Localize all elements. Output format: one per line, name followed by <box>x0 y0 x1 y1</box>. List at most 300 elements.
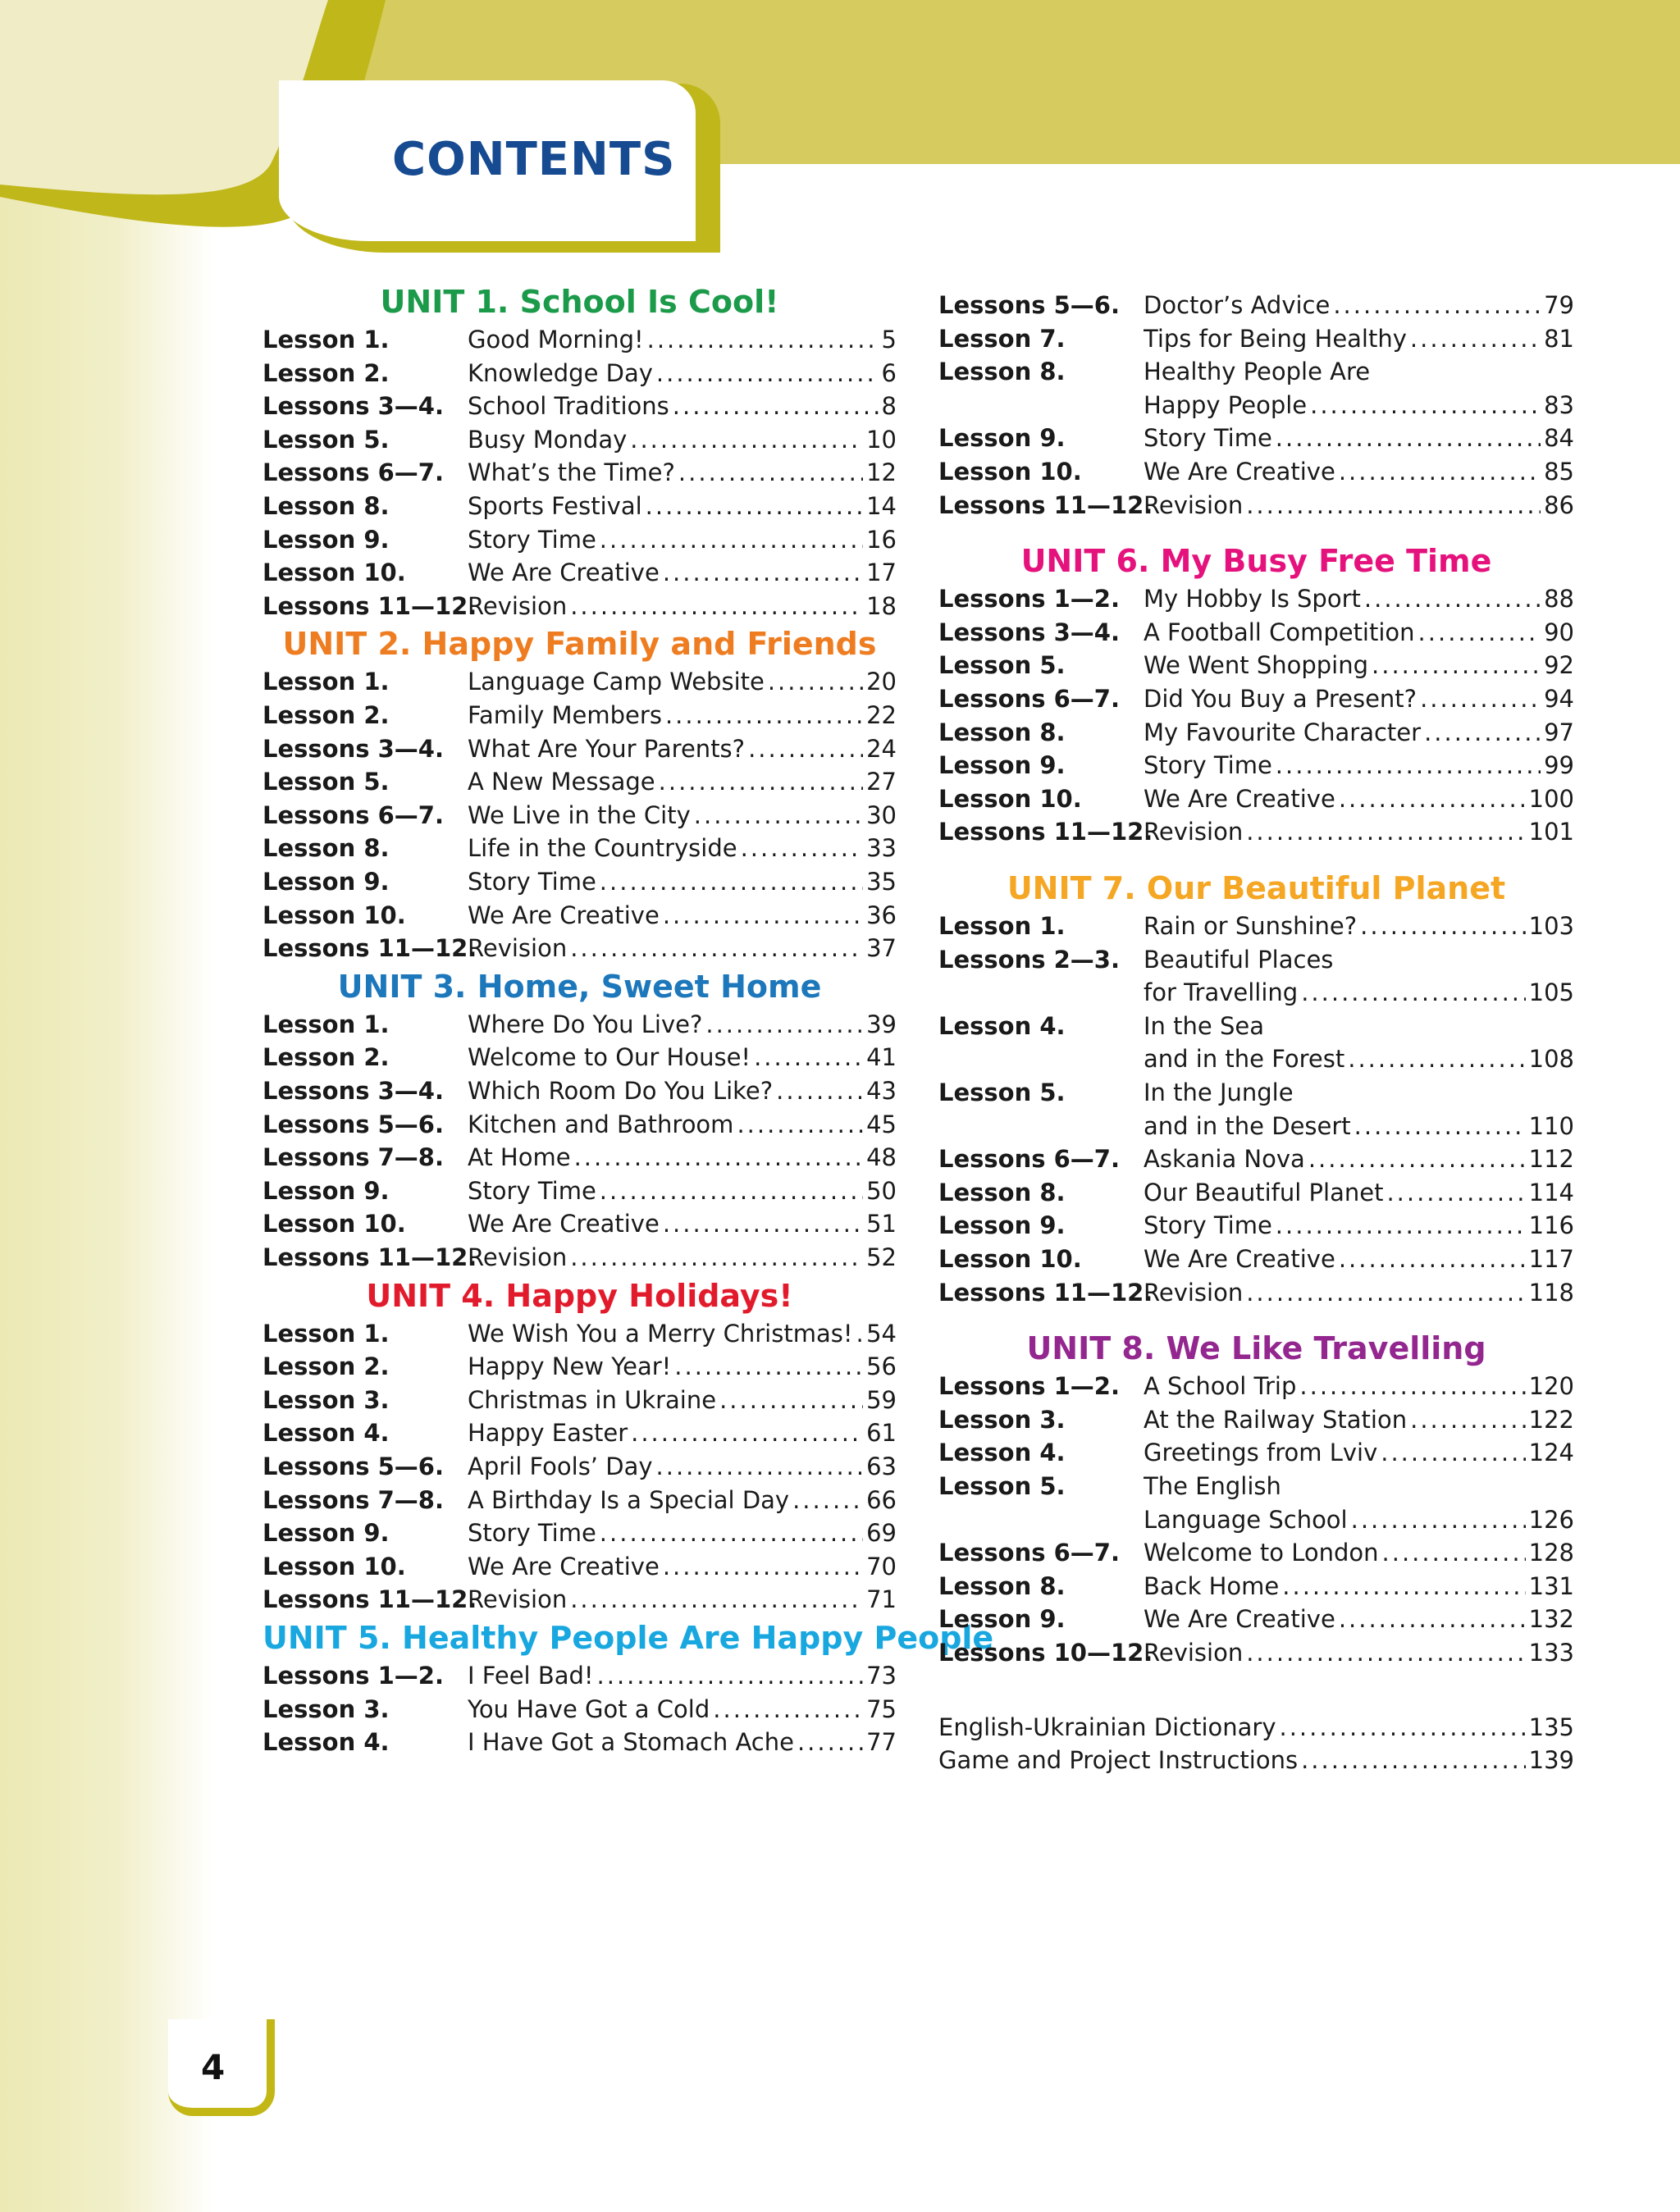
page-number-ref: 63 <box>866 1453 897 1480</box>
dot-leader <box>600 523 863 556</box>
dot-leader <box>694 799 863 832</box>
lesson-entry <box>1144 616 1574 649</box>
lesson-label: Lesson 5. <box>938 1079 1066 1106</box>
lesson-row[interactable] <box>262 1550 897 1583</box>
lesson-row[interactable] <box>938 322 1574 355</box>
lesson-row[interactable] <box>262 1008 897 1041</box>
dot-leader <box>647 323 879 356</box>
lesson-row[interactable] <box>262 1659 897 1692</box>
lesson-row[interactable] <box>262 357 897 390</box>
lesson-row[interactable] <box>262 1174 897 1207</box>
lesson-row[interactable] <box>262 590 897 623</box>
page-number-ref: 110 <box>1528 1111 1574 1140</box>
page-number-ref: 16 <box>866 525 897 554</box>
lesson-row[interactable] <box>262 1241 897 1274</box>
lesson-title: We Are Creative <box>468 901 660 929</box>
page-number-ref: 37 <box>866 934 897 963</box>
lesson-label: Lesson 10. <box>938 1245 1082 1273</box>
lesson-title: Our Beautiful Planet <box>1144 1178 1384 1206</box>
lesson-entry <box>468 1241 897 1274</box>
lesson-title: Welcome to London <box>1144 1539 1379 1567</box>
lesson-row[interactable] <box>938 1503 1574 1536</box>
page-number-ref: 103 <box>1528 912 1574 940</box>
page-number-ref: 30 <box>866 800 897 829</box>
lesson-entry <box>1144 1436 1574 1469</box>
lesson-row[interactable] <box>938 389 1574 422</box>
page-number-ref: 56 <box>866 1352 897 1381</box>
page-number-ref: 100 <box>1528 784 1574 813</box>
lesson-entry <box>1144 455 1574 488</box>
lesson-label: Lesson 8. <box>262 834 390 863</box>
page-number-ref: 39 <box>866 1010 897 1038</box>
lesson-title: Beautiful Places <box>1144 945 1334 974</box>
dot-leader <box>1364 582 1541 615</box>
lesson-title: Sports Festival <box>468 492 642 520</box>
lesson-row[interactable] <box>938 582 1574 615</box>
lesson-row[interactable] <box>938 1243 1574 1275</box>
appendix-row[interactable] <box>938 1711 1574 1744</box>
lesson-entry <box>1144 1243 1574 1275</box>
lesson-row[interactable] <box>938 943 1574 976</box>
page-number-ref: 75 <box>866 1694 897 1723</box>
dot-leader <box>1246 1636 1525 1669</box>
lesson-label: Lessons 11—12. <box>262 1243 477 1271</box>
lesson-entry <box>468 1550 897 1583</box>
dot-leader <box>656 1450 864 1483</box>
dot-leader <box>1282 1570 1525 1603</box>
lesson-entry <box>1144 716 1574 749</box>
lesson-row[interactable] <box>262 1583 897 1616</box>
page-number-ref: 71 <box>866 1585 897 1614</box>
page-number-ref: 48 <box>866 1143 897 1172</box>
lesson-label: Lesson 8. <box>938 718 1066 746</box>
lesson-entry <box>1144 1176 1574 1209</box>
lesson-row[interactable] <box>938 1403 1574 1436</box>
lesson-label: Lesson 9. <box>262 1176 390 1205</box>
lesson-row[interactable] <box>262 390 897 422</box>
lesson-label: Lessons 11—12. <box>938 1278 1153 1307</box>
dot-leader <box>1339 455 1541 488</box>
dot-leader <box>768 665 863 698</box>
dot-leader <box>1381 1436 1525 1469</box>
page-number-ref: 54 <box>866 1319 897 1348</box>
lesson-entry <box>468 799 897 832</box>
lesson-title: Revision <box>468 934 568 963</box>
lesson-entry <box>1144 976 1574 1009</box>
lesson-label: Lessons 5—6. <box>262 1453 444 1480</box>
page-number-ref: 92 <box>1544 651 1574 680</box>
lesson-row[interactable] <box>938 976 1574 1009</box>
lesson-entry <box>1144 322 1574 355</box>
lesson-title: We Are Creative <box>1144 458 1335 486</box>
dot-leader <box>713 1693 863 1726</box>
lesson-row[interactable] <box>938 1536 1574 1569</box>
page-number-ref: 99 <box>1544 751 1574 780</box>
lesson-title: Revision <box>1144 818 1244 846</box>
lesson-row[interactable] <box>938 355 1574 388</box>
lesson-row[interactable] <box>262 1450 897 1483</box>
lesson-row[interactable] <box>938 1436 1574 1469</box>
lesson-row[interactable] <box>262 1108 897 1141</box>
dot-leader <box>1386 1176 1525 1209</box>
dot-leader <box>1348 1042 1525 1075</box>
page-number-ref: 133 <box>1528 1639 1574 1667</box>
dot-leader <box>663 556 863 589</box>
dot-leader <box>600 1516 863 1549</box>
lesson-row[interactable] <box>938 455 1574 488</box>
page-number-ref: 90 <box>1544 618 1574 646</box>
lesson-entry <box>1144 1503 1574 1536</box>
dot-leader <box>665 699 863 732</box>
lesson-entry <box>1144 749 1574 782</box>
lesson-label: Lessons 5—6. <box>262 1110 444 1138</box>
lesson-entry <box>468 423 897 456</box>
dot-leader <box>663 1207 863 1240</box>
lesson-entry <box>1144 1603 1574 1635</box>
dot-leader <box>1420 682 1541 715</box>
dot-leader <box>674 1350 863 1383</box>
lesson-label: Lesson 9. <box>938 751 1066 780</box>
dot-leader <box>1410 1403 1526 1436</box>
lesson-entry <box>468 732 897 765</box>
lesson-label: Lesson 4. <box>938 1439 1066 1467</box>
lesson-row[interactable] <box>938 1370 1574 1402</box>
page-number-ref: 85 <box>1544 458 1574 486</box>
page-number-ref: 116 <box>1528 1211 1574 1240</box>
lesson-title: Revision <box>1144 1639 1244 1667</box>
page-number-ref: 105 <box>1528 978 1574 1007</box>
lesson-row[interactable] <box>938 1010 1574 1042</box>
lesson-title: Story Time <box>468 525 596 554</box>
lesson-row[interactable] <box>262 1041 897 1074</box>
dot-leader <box>856 1317 863 1350</box>
lesson-row[interactable] <box>938 1142 1574 1175</box>
lesson-entry <box>468 1207 897 1240</box>
page-number-ref: 20 <box>866 668 897 696</box>
lesson-row[interactable] <box>262 1384 897 1416</box>
lesson-label: Lessons 10—12. <box>938 1639 1153 1667</box>
lesson-row[interactable] <box>262 490 897 522</box>
lesson-title: You Have Got a Cold <box>468 1694 710 1723</box>
lesson-title: Story Time <box>468 1176 596 1205</box>
lesson-entry <box>1144 1470 1574 1503</box>
lesson-entry <box>468 899 897 932</box>
lesson-entry <box>468 1074 897 1107</box>
lesson-row[interactable] <box>262 556 897 589</box>
page-number-ref: 17 <box>866 559 897 587</box>
lesson-entry <box>468 456 897 489</box>
lesson-title: Knowledge Day <box>468 358 653 387</box>
lesson-title: At the Railway Station <box>1144 1405 1408 1434</box>
page-number-ref: 43 <box>866 1077 897 1105</box>
lesson-label: Lesson 4. <box>262 1728 390 1757</box>
lesson-label: Lesson 1. <box>262 1319 390 1348</box>
lesson-label: Lessons 7—8. <box>262 1143 444 1172</box>
lesson-row[interactable] <box>262 665 897 698</box>
lesson-label: Lessons 6—7. <box>938 1539 1120 1567</box>
dot-leader <box>1372 649 1541 682</box>
lesson-title: I Have Got a Stomach Ache <box>468 1728 794 1757</box>
lesson-entry <box>468 865 897 898</box>
lesson-row[interactable] <box>262 1416 897 1449</box>
lesson-title: April Fools’ Day <box>468 1453 653 1480</box>
lesson-title: Christmas in Ukraine <box>468 1385 717 1414</box>
lesson-entry <box>468 323 897 356</box>
unit-heading: UNIT 6. My Busy Free Time <box>1020 543 1492 580</box>
page-number-ref: 126 <box>1528 1505 1574 1534</box>
lesson-row[interactable] <box>938 1176 1574 1209</box>
lesson-row[interactable] <box>938 815 1574 848</box>
lesson-entry <box>1144 1010 1574 1042</box>
lesson-title: My Favourite Character <box>1144 718 1422 746</box>
lesson-label: Lesson 2. <box>262 1352 390 1381</box>
lesson-row[interactable] <box>938 1603 1574 1635</box>
lesson-label: Lessons 3—4. <box>262 392 444 421</box>
lesson-row[interactable] <box>262 765 897 798</box>
lesson-row[interactable] <box>938 716 1574 749</box>
lesson-entry <box>1144 1403 1574 1436</box>
lesson-label: Lesson 9. <box>938 1211 1066 1240</box>
lesson-label: Lessons 6—7. <box>938 1145 1120 1174</box>
lesson-label: Lesson 9. <box>262 1519 390 1548</box>
page-number-ref: 8 <box>881 392 897 421</box>
lesson-entry <box>468 932 897 965</box>
lesson-row[interactable] <box>262 865 897 898</box>
page-number-ref: 73 <box>866 1662 897 1690</box>
page-number-ref: 83 <box>1544 390 1574 419</box>
lesson-title: What’s the Time? <box>468 458 675 487</box>
lesson-title: School Traditions <box>468 392 669 421</box>
unit-heading: UNIT 4. Happy Holidays! <box>366 1277 793 1314</box>
lesson-row[interactable] <box>262 699 897 732</box>
lesson-title: In the Sea <box>1144 1011 1264 1040</box>
lesson-row[interactable] <box>262 732 897 765</box>
lesson-entry <box>1144 1142 1574 1175</box>
page-number-ref: 94 <box>1544 685 1574 713</box>
lesson-title: In the Jungle <box>1144 1079 1294 1106</box>
dot-leader <box>1276 749 1541 782</box>
lesson-row[interactable] <box>938 1570 1574 1603</box>
lesson-label: Lesson 5. <box>938 651 1066 680</box>
lesson-label: Lessons 7—8. <box>262 1485 444 1514</box>
lesson-label: Lesson 3. <box>938 1405 1066 1434</box>
lesson-title: Story Time <box>468 868 596 896</box>
lesson-label: Lesson 1. <box>262 668 390 696</box>
lesson-label: Lessons 3—4. <box>938 618 1120 646</box>
lesson-row[interactable] <box>262 1516 897 1549</box>
lesson-entry <box>1144 682 1574 715</box>
page-number-ref: 27 <box>866 768 897 796</box>
lesson-entry <box>1144 1636 1574 1669</box>
page-number: 4 <box>201 2047 226 2087</box>
lesson-title: Revision <box>1144 490 1244 519</box>
lesson-row[interactable] <box>262 1317 897 1350</box>
page-number-ref: 97 <box>1544 718 1574 746</box>
dot-leader <box>1410 322 1541 355</box>
lesson-entry <box>468 699 897 732</box>
dot-leader <box>737 1108 863 1141</box>
appendix-row[interactable] <box>938 1744 1574 1776</box>
lesson-label: Lessons 11—12. <box>262 591 477 620</box>
lesson-label: Lesson 3. <box>262 1694 390 1723</box>
lesson-row[interactable] <box>262 832 897 864</box>
dot-leader <box>797 1726 863 1758</box>
lesson-label: Lesson 2. <box>262 1043 390 1072</box>
lesson-entry <box>468 590 897 623</box>
lesson-row[interactable] <box>938 682 1574 715</box>
lesson-entry <box>1144 815 1574 848</box>
dot-leader <box>1418 616 1541 649</box>
lesson-row[interactable] <box>938 1042 1574 1075</box>
dot-leader <box>1310 389 1541 422</box>
lesson-entry <box>1144 1570 1574 1603</box>
lesson-label: Lessons 6—7. <box>262 800 444 829</box>
lesson-row[interactable] <box>262 1141 897 1174</box>
lesson-row[interactable] <box>938 1110 1574 1142</box>
lesson-row[interactable] <box>938 1076 1574 1109</box>
lesson-row[interactable] <box>938 616 1574 649</box>
lesson-entry <box>1144 943 1574 976</box>
appendix-entry <box>938 1744 1574 1776</box>
lesson-title: Did You Buy a Present? <box>1144 685 1418 713</box>
lesson-row[interactable] <box>262 423 897 456</box>
appendix-entry <box>938 1711 1574 1744</box>
lesson-row[interactable] <box>262 1726 897 1758</box>
lesson-row[interactable] <box>938 489 1574 522</box>
page-number-ref: 52 <box>866 1243 897 1271</box>
lesson-entry <box>1144 489 1574 522</box>
lesson-row[interactable] <box>262 323 897 356</box>
lesson-row[interactable] <box>938 1209 1574 1242</box>
lesson-title: The English <box>1144 1472 1281 1500</box>
lesson-title: Which Room Do You Like? <box>468 1077 774 1105</box>
lesson-row[interactable] <box>938 422 1574 454</box>
lesson-entry <box>468 1693 897 1726</box>
lesson-title: Kitchen and Bathroom <box>468 1110 734 1138</box>
lesson-row[interactable] <box>262 1074 897 1107</box>
lesson-entry <box>468 1484 897 1516</box>
page-number-ref: 50 <box>866 1176 897 1205</box>
page-number-ref: 120 <box>1528 1372 1574 1401</box>
lesson-entry <box>468 1659 897 1692</box>
lesson-title: We Are Creative <box>1144 1605 1335 1634</box>
lesson-label: Lesson 5. <box>262 768 390 796</box>
lesson-title: Life in the Countryside <box>468 834 737 863</box>
lesson-label: Lessons 6—7. <box>938 685 1120 713</box>
dot-leader <box>600 1174 863 1207</box>
page-title: CONTENTS <box>392 133 676 186</box>
lesson-row[interactable] <box>938 1636 1574 1669</box>
lesson-label: Lesson 2. <box>262 358 390 387</box>
lesson-entry <box>468 1384 897 1416</box>
dot-leader <box>631 1416 863 1449</box>
page-number-ref: 5 <box>881 326 897 353</box>
lesson-title: Story Time <box>1144 424 1272 453</box>
lesson-entry <box>468 1583 897 1616</box>
lesson-row[interactable] <box>262 1207 897 1240</box>
lesson-entry <box>1144 389 1574 422</box>
lesson-entry <box>1144 910 1574 942</box>
page-number-ref: 66 <box>866 1485 897 1514</box>
dot-leader <box>1246 815 1525 848</box>
lesson-title: We Are Creative <box>468 1552 660 1580</box>
dot-leader <box>646 490 863 522</box>
page-number-ref: 81 <box>1544 324 1574 353</box>
page-number-ref: 70 <box>866 1552 897 1580</box>
lesson-label: Lesson 1. <box>262 1010 390 1038</box>
lesson-row[interactable] <box>262 799 897 832</box>
lesson-row[interactable] <box>262 523 897 556</box>
lesson-entry <box>468 523 897 556</box>
lesson-entry <box>1144 1536 1574 1569</box>
dot-leader <box>1424 716 1541 749</box>
lesson-title: Happy Easter <box>468 1419 628 1448</box>
lesson-row[interactable] <box>938 782 1574 815</box>
lesson-title: At Home <box>468 1143 571 1172</box>
unit-heading: UNIT 3. Home, Sweet Home <box>337 968 822 1005</box>
lesson-row[interactable] <box>262 1350 897 1383</box>
page-number-ref: 35 <box>866 868 897 896</box>
page-number-ref: 22 <box>866 701 897 729</box>
lesson-label: Lesson 10. <box>938 784 1082 813</box>
lesson-row[interactable] <box>938 1276 1574 1309</box>
lesson-title: Revision <box>468 591 568 620</box>
lesson-entry <box>468 1008 897 1041</box>
lesson-label: Lessons 11—12. <box>938 818 1153 846</box>
lesson-title: What Are Your Parents? <box>468 734 746 763</box>
dot-leader <box>630 423 863 456</box>
lesson-entry <box>1144 1110 1574 1142</box>
dot-leader <box>748 732 863 765</box>
lesson-row[interactable] <box>262 899 897 932</box>
lesson-row[interactable] <box>262 1693 897 1726</box>
page-number-ref: 117 <box>1528 1245 1574 1273</box>
lesson-title: Family Members <box>468 701 662 729</box>
dot-leader <box>659 765 863 798</box>
dot-leader <box>570 590 863 623</box>
dot-leader <box>719 1384 863 1416</box>
lesson-title: We Are Creative <box>468 1210 660 1238</box>
lesson-entry <box>468 1726 897 1758</box>
lesson-label: Lesson 4. <box>938 1011 1066 1040</box>
lesson-row[interactable] <box>938 1470 1574 1503</box>
page-number-ref: 14 <box>866 492 897 520</box>
lesson-title: Story Time <box>1144 1211 1272 1240</box>
lesson-title: Where Do You Live? <box>468 1010 703 1038</box>
lesson-row[interactable] <box>938 749 1574 782</box>
lesson-label: Lessons 2—3. <box>938 945 1120 974</box>
page-number-ref: 132 <box>1528 1605 1574 1634</box>
unit-heading: UNIT 7. Our Beautiful Planet <box>1007 870 1506 906</box>
lesson-entry <box>468 1108 897 1141</box>
page-number-ref: 135 <box>1528 1713 1574 1741</box>
lesson-row[interactable] <box>938 649 1574 682</box>
lesson-row[interactable] <box>262 932 897 965</box>
lesson-label: Lesson 9. <box>262 868 390 896</box>
dot-leader <box>663 1550 863 1583</box>
lesson-title: and in the Desert <box>1144 1111 1351 1140</box>
page-number-ref: 86 <box>1544 490 1574 519</box>
page-number-ref: 45 <box>866 1110 897 1138</box>
lesson-row[interactable] <box>938 289 1574 322</box>
lesson-label: Lesson 9. <box>262 525 390 554</box>
lesson-label: Lesson 4. <box>262 1419 390 1448</box>
appendix-title: Game and Project Instructions <box>938 1746 1299 1775</box>
lesson-row[interactable] <box>262 456 897 489</box>
lesson-row[interactable] <box>262 1484 897 1516</box>
lesson-row[interactable] <box>938 910 1574 942</box>
lesson-entry <box>468 765 897 798</box>
